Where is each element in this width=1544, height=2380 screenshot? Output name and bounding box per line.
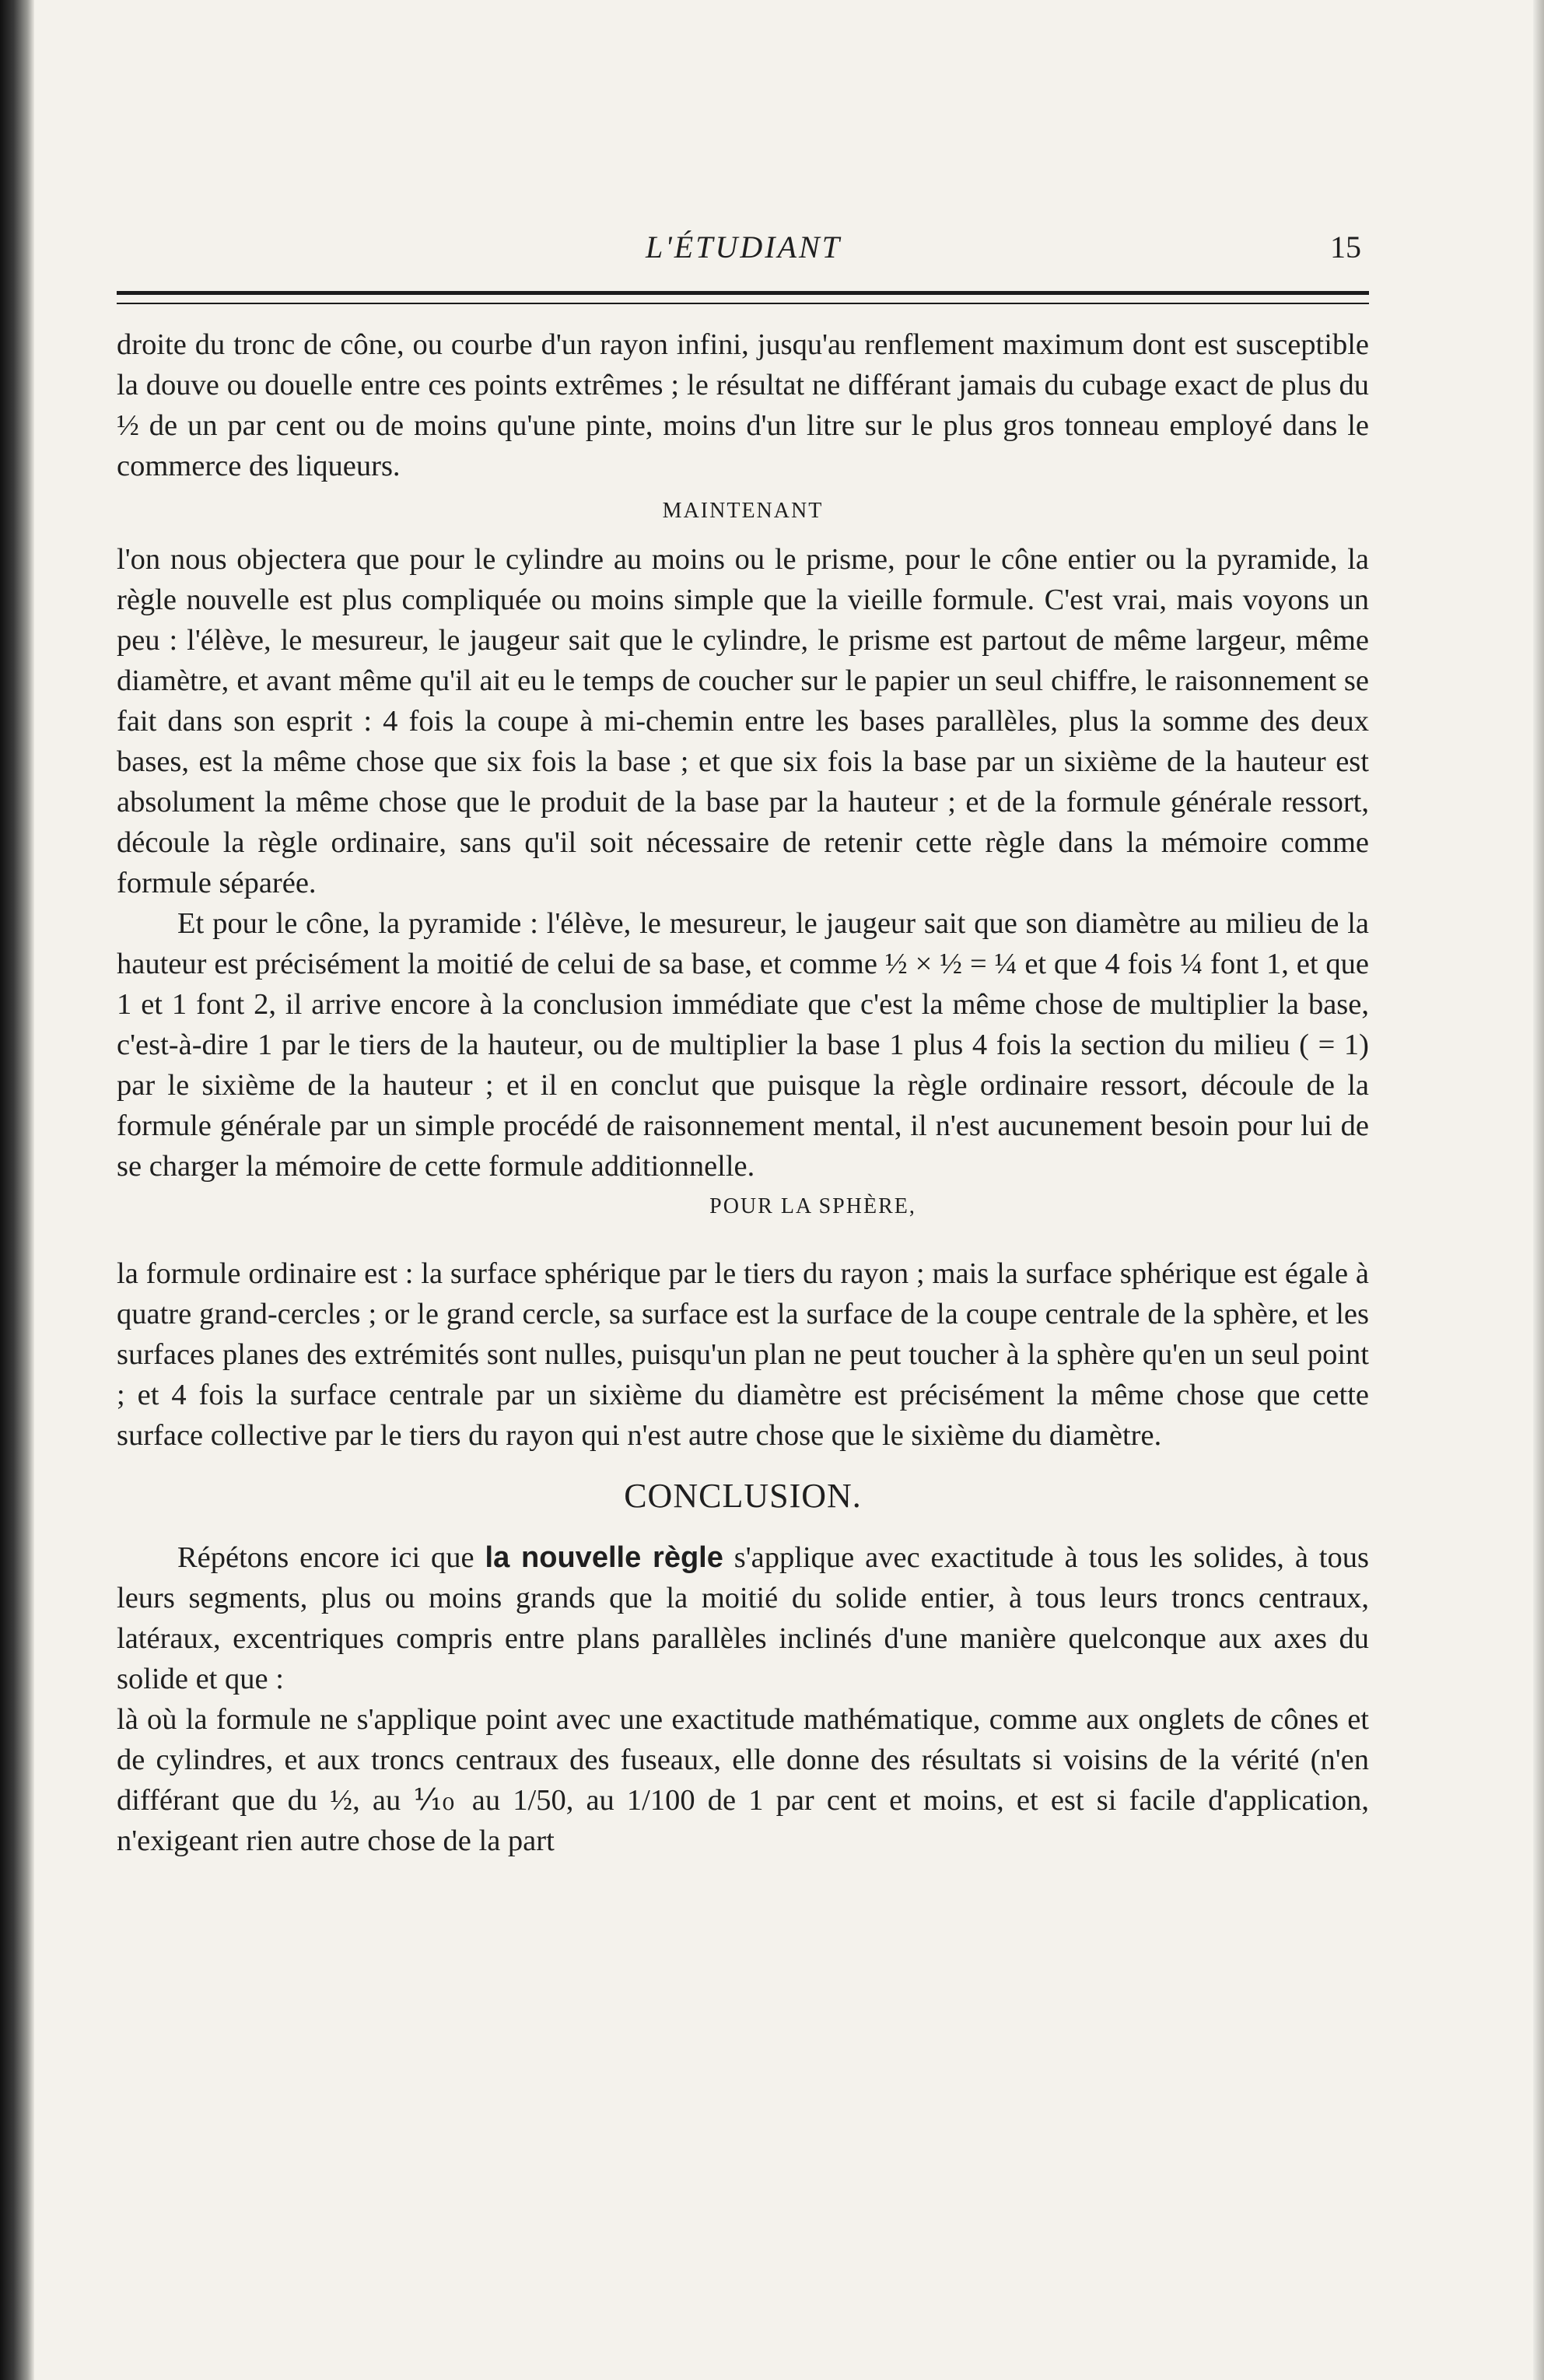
book-spine-shadow [0,0,34,2380]
paragraph-1: droite du tronc de cône, ou courbe d'un rayon infini, jusqu'au renflement maximum dont est susceptible la douve ou douelle entre ces points extrêmes ; le résultat ne différant jamais du cubage exact de plus du ½ de un par cent ou de moins qu'une pinte, moins d'un litre sur le plus gros tonneau employé dans le commerce des liqueurs. [117,328,1369,482]
document-page [117,226,1369,1861]
paragraph-5-start: Répétons encore ici que [177,1541,485,1574]
running-title: L'ÉTUDIANT [646,230,842,265]
new-rule-emphasis: la nouvelle règle [485,1541,723,1574]
paragraph-6: là où la formule ne s'applique point avec une exactitude mathématique, comme aux onglets de cônes et de cylindres, et aux troncs centraux des fuseaux, elle donne des résultats si voisins de la vérité (n'en différant que du ½, au ⅒ au 1/50, au 1/100 de 1 par cent et moins, et est si facile d'application, n'exigeant rien autre chose de la part [117,1703,1369,1857]
paragraph-5 [117,1537,1369,1699]
paragraph-2: l'on nous objectera que pour le cylindre au moins ou le prisme, pour le cône entier ou la pyramide, la règle nouvelle est plus compliquée ou moins simple que la vieille formule. C'est vrai, mais voyons un peu : l'élève, le mesureur, le jaugeur sait que le cylindre, le prisme est partout de même largeur, même diamètre, et avant même qu'il ait eu le temps de coucher sur le papier un seul chiffre, le raisonnement se fait dans son esprit : 4 fois la coupe à mi-chemin entre les bases parallèles, plus la somme des deux bases, est la même chose que six fois la base ; et que six fois la base par un sixième de la hauteur est absolument la même chose que le produit de la base par la hauteur ; et de la formule générale ressort, découle la règle ordinaire, sans qu'il soit nécessaire de retenir cette règle dans la mémoire comme formule séparée. [117,543,1369,899]
paragraph-3: Et pour le cône, la pyramide : l'élève, le mesureur, le jaugeur sait que son diamètre au milieu de la hauteur est précisément la moitié de celui de sa base, et comme ½ × ½ = ¼ et que 4 fois ¼ font 1, et que 1 et 1 font 2, il arrive encore à la conclusion immédiate que c'est la même chose de multiplier la base, c'est-à-dire 1 par le tiers de la hauteur, ou de multiplier la base 1 plus 4 fois la section du milieu ( = 1) par le sixième de la hauteur ; et il en conclut que puisque la règle ordinaire ressort, découle de la formule générale par un simple procédé de raisonnement mental, il n'est aucunement besoin pour lui de se charger la mémoire de cette formule additionnelle. [117,907,1369,1183]
page-number: 15 [1330,230,1361,265]
header-rule [117,291,1369,304]
running-header [117,226,1369,272]
heading-sphere: POUR LA SPHÈRE, [709,1194,916,1218]
heading-conclusion: CONCLUSION. [624,1477,862,1515]
paragraph-5-rest: s'applique avec exactitude à tous les solides, à tous leurs segments, plus ou moins grands que la moitié du solide entier, à tous leurs troncs centraux, latéraux, excentriques compris entre plans parallèles inclinés d'une manière quelconque aux axes du solide et que : [117,1541,1369,1695]
heading-maintenant: MAINTENANT [662,499,824,523]
paragraph-4: la formule ordinaire est : la surface sphérique par le tiers du rayon ; mais la surface sphérique est égale à quatre grand-cercles ; or le grand cercle, sa surface est la surface de la coupe centrale de la sphère, et les surfaces planes des extrémités sont nulles, puisqu'un plan ne peut toucher à la sphère qu'en un seul point ; et 4 fois la surface centrale par un sixième du diamètre est précisément la même chose que cette surface collective par le tiers du rayon qui n'est autre chose que le sixième du diamètre. [117,1257,1369,1452]
page-edge [1533,0,1544,2380]
